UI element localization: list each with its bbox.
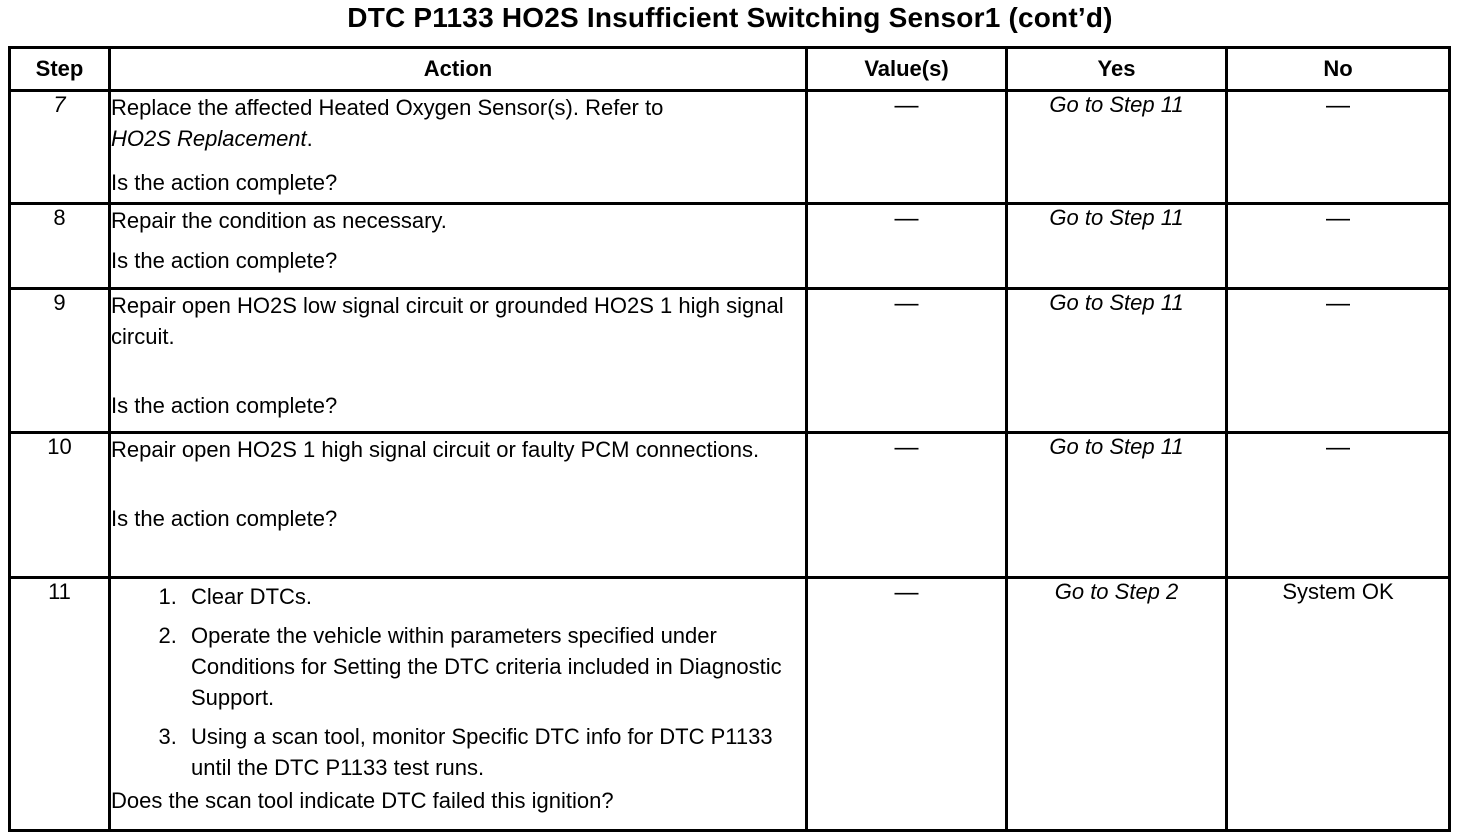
header-step: Step [10, 48, 110, 91]
step-number: 11 [10, 578, 110, 831]
header-no: No [1227, 48, 1450, 91]
action-cell [110, 204, 807, 289]
header-values: Value(s) [807, 48, 1007, 91]
action-text: Repair the condition as necessary. [111, 208, 447, 233]
no-text: System OK [1282, 579, 1394, 604]
action-reference: HO2S Replacement [111, 126, 307, 151]
step-number: 8 [10, 204, 110, 289]
action-cell [110, 289, 807, 433]
action-cell [110, 578, 807, 831]
no-cell [1227, 578, 1450, 831]
action-reference-suffix: . [306, 126, 313, 151]
action-text: Repair open HO2S 1 high signal circuit or faulty PCM connections. [111, 437, 760, 462]
action-question: Is the action complete? [111, 393, 338, 418]
yes-text: Go to Step 11 [1049, 434, 1184, 459]
table-row [10, 433, 1450, 578]
action-text: Repair open HO2S low signal circuit or grounded HO2S 1 high signal circuit. [111, 293, 784, 349]
action-steps-list [111, 581, 805, 783]
step-number: 10 [10, 433, 110, 578]
yes-cell [1007, 433, 1227, 578]
value-cell: — [807, 578, 1007, 831]
table-row [10, 91, 1450, 204]
yes-cell [1007, 204, 1227, 289]
no-cell: — [1227, 289, 1450, 433]
table-row [10, 289, 1450, 433]
no-cell: — [1227, 204, 1450, 289]
yes-text: Go to Step 2 [1054, 579, 1179, 604]
step-number: 9 [10, 289, 110, 433]
header-action: Action [110, 48, 807, 91]
value-cell: — [807, 91, 1007, 204]
table-row [10, 578, 1450, 831]
yes-cell [1007, 578, 1227, 831]
action-cell [110, 433, 807, 578]
action-step-item: 1. Clear DTCs. [183, 581, 805, 612]
yes-cell [1007, 91, 1227, 204]
value-cell: — [807, 204, 1007, 289]
no-cell: — [1227, 433, 1450, 578]
yes-text: Go to Step 11 [1049, 92, 1184, 117]
page-title: DTC P1133 HO2S Insufficient Switching Sensor1 (cont’d) [347, 2, 1113, 33]
action-step-item: 2. Operate the vehicle within parameters specified under Conditions for Setting the DTC criteria included in Diagnostic Support. [183, 620, 805, 713]
action-text: Replace the affected Heated Oxygen Sensor(s). Refer to [111, 95, 664, 120]
action-step-item: 3. Using a scan tool, monitor Specific DTC info for DTC P1133 until the DTC P1133 test runs. [183, 721, 805, 783]
action-question: Does the scan tool indicate DTC failed this ignition? [111, 788, 614, 813]
step-number: 7 [10, 91, 110, 204]
diagnostic-table [8, 46, 1451, 832]
table-header-row [10, 48, 1450, 91]
action-question: Is the action complete? [111, 248, 338, 273]
yes-text: Go to Step 11 [1049, 290, 1184, 315]
action-question: Is the action complete? [111, 170, 338, 195]
action-question: Is the action complete? [111, 506, 338, 531]
action-cell [110, 91, 807, 204]
table-row [10, 204, 1450, 289]
header-yes: Yes [1007, 48, 1227, 91]
value-cell: — [807, 289, 1007, 433]
action-reference-line [111, 123, 805, 154]
yes-text: Go to Step 11 [1049, 205, 1184, 230]
no-cell: — [1227, 91, 1450, 204]
yes-cell [1007, 289, 1227, 433]
value-cell: — [807, 433, 1007, 578]
